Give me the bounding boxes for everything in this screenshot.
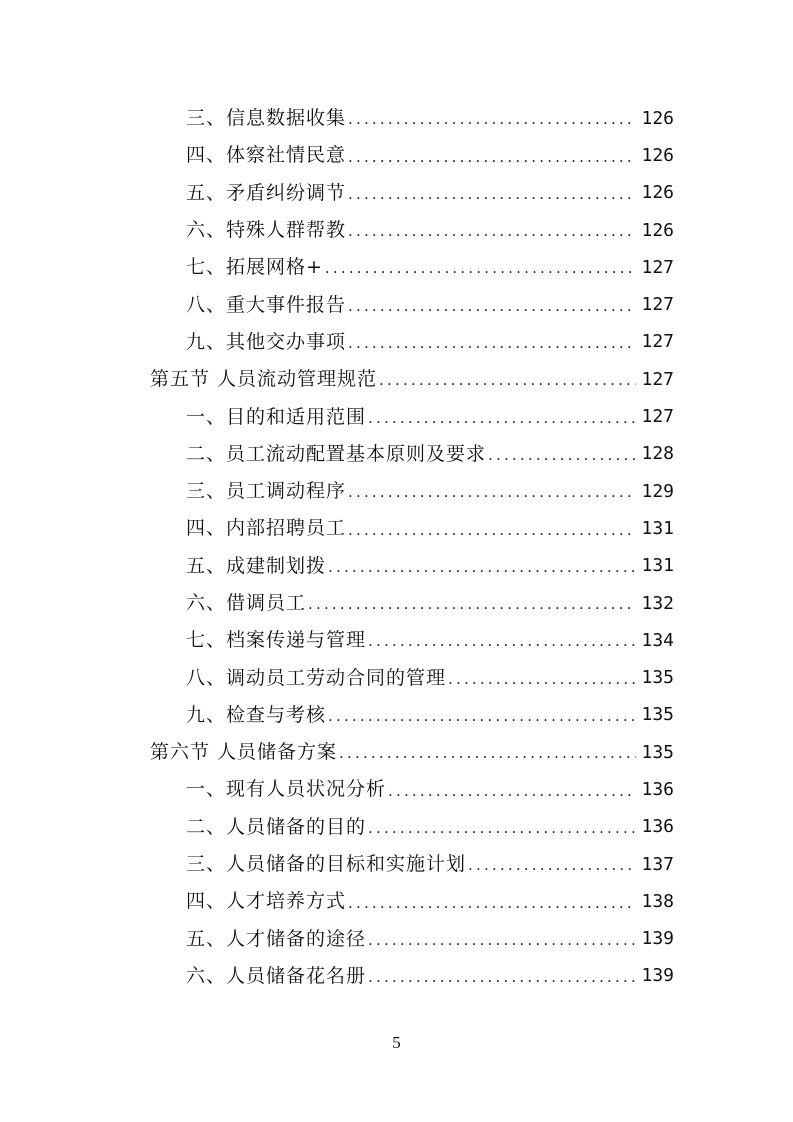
- toc-entry-page: 127: [641, 256, 674, 278]
- toc-entry[interactable]: [0, 137, 793, 174]
- toc-entry[interactable]: [0, 659, 793, 696]
- toc-entry-title: 三、员工调动程序: [186, 480, 347, 503]
- dot-leader: [488, 448, 636, 473]
- toc-section-entry[interactable]: [0, 734, 793, 771]
- toc-entry-title: 二、员工流动配置基本原则及要求: [186, 442, 487, 465]
- toc-entry-title: 八、重大事件报告: [186, 293, 347, 316]
- dot-leader: [348, 485, 636, 510]
- toc-entry-title: 五、矛盾纠纷调节: [186, 181, 347, 204]
- toc-entry[interactable]: [0, 286, 793, 323]
- toc-entry[interactable]: [0, 921, 793, 958]
- dot-leader: [388, 784, 636, 809]
- toc-entry[interactable]: [0, 249, 793, 286]
- dot-leader: [448, 672, 636, 697]
- toc-entry-page: 129: [641, 480, 674, 502]
- toc-entry-page: 127: [641, 331, 674, 353]
- toc-entry[interactable]: [0, 473, 793, 510]
- toc-entry-page: 134: [641, 629, 674, 651]
- page-number: 5: [392, 1033, 401, 1052]
- table-of-contents: [0, 100, 793, 995]
- toc-entry[interactable]: [0, 175, 793, 212]
- toc-entry-page: 135: [641, 741, 674, 763]
- dot-leader: [348, 224, 636, 249]
- dot-leader: [328, 560, 636, 585]
- toc-entry-page: 127: [641, 406, 674, 428]
- toc-entry-title: 二、人员储备的目的: [186, 815, 367, 838]
- toc-entry-page: 131: [641, 517, 674, 539]
- dot-leader: [328, 709, 636, 734]
- dot-leader: [468, 858, 636, 883]
- toc-entry-page: 128: [641, 443, 674, 465]
- dot-leader: [379, 373, 636, 398]
- toc-entry[interactable]: [0, 846, 793, 883]
- toc-entry[interactable]: [0, 212, 793, 249]
- toc-entry-page: 138: [641, 890, 674, 912]
- toc-entry-title: 三、信息数据收集: [186, 107, 347, 130]
- toc-entry-page: 132: [641, 592, 674, 614]
- toc-entry-page: 127: [641, 368, 674, 390]
- toc-entry[interactable]: [0, 398, 793, 435]
- toc-entry[interactable]: [0, 548, 793, 585]
- toc-entry-title: 第六节 人员储备方案: [150, 741, 338, 764]
- toc-entry-page: 126: [641, 144, 674, 166]
- toc-entry-page: 139: [641, 928, 674, 950]
- toc-entry-page: 137: [641, 853, 674, 875]
- dot-leader: [348, 150, 636, 175]
- toc-entry[interactable]: [0, 697, 793, 734]
- toc-entry-title: 六、借调员工: [186, 592, 307, 614]
- toc-entry-title: 四、内部招聘员工: [186, 517, 347, 540]
- toc-entry[interactable]: [0, 436, 793, 473]
- dot-leader: [368, 970, 636, 995]
- toc-entry-page: 126: [641, 182, 674, 204]
- toc-entry-title: 四、人才培养方式: [186, 890, 347, 913]
- toc-entry-title: 六、特殊人群帮教: [186, 219, 347, 242]
- toc-entry-page: 135: [641, 704, 674, 726]
- toc-entry[interactable]: [0, 100, 793, 137]
- toc-entry[interactable]: [0, 622, 793, 659]
- toc-entry-title: 四、体察社情民意: [186, 144, 347, 167]
- toc-entry[interactable]: [0, 958, 793, 995]
- toc-entry-page: 127: [641, 294, 674, 316]
- dot-leader: [325, 261, 636, 286]
- toc-entry-page: 139: [641, 965, 674, 987]
- toc-entry[interactable]: [0, 510, 793, 547]
- toc-entry-title: 五、人才储备的途径: [186, 927, 367, 950]
- dot-leader: [368, 411, 636, 436]
- dot-leader: [368, 933, 636, 958]
- dot-leader: [348, 896, 636, 921]
- dot-leader: [348, 112, 636, 137]
- toc-entry[interactable]: [0, 585, 793, 622]
- toc-entry-page: 136: [641, 816, 674, 838]
- toc-entry-title: 一、目的和适用范围: [186, 405, 367, 428]
- dot-leader: [348, 299, 636, 324]
- toc-entry-page: 136: [641, 778, 674, 800]
- dot-leader: [348, 523, 636, 548]
- toc-entry-title: 一、现有人员状况分析: [186, 778, 387, 801]
- toc-entry-title: 第五节 人员流动管理规范: [150, 368, 378, 391]
- dot-leader: [339, 746, 636, 771]
- toc-entry[interactable]: [0, 809, 793, 846]
- toc-entry[interactable]: [0, 324, 793, 361]
- toc-entry-page: 131: [641, 555, 674, 577]
- dot-leader: [368, 634, 636, 659]
- toc-entry-title: 六、人员储备花名册: [186, 964, 367, 987]
- dot-leader: [368, 821, 636, 846]
- toc-entry-title: 九、其他交办事项: [186, 330, 347, 353]
- dot-leader: [308, 597, 636, 622]
- toc-entry-title: 三、人员储备的目标和实施计划: [186, 853, 467, 876]
- toc-entry[interactable]: [0, 771, 793, 808]
- dot-leader: [348, 187, 636, 212]
- toc-entry-title: 七、档案传递与管理: [186, 629, 367, 652]
- toc-entry-title: 五、成建制划拨: [186, 554, 327, 577]
- toc-entry[interactable]: [0, 883, 793, 920]
- toc-entry-title: 八、调动员工劳动合同的管理: [186, 666, 447, 689]
- toc-entry-title: 七、拓展网格+: [186, 256, 323, 279]
- toc-entry-page: 126: [641, 107, 674, 129]
- toc-entry-title: 九、检查与考核: [186, 703, 327, 726]
- toc-entry-page: 135: [641, 667, 674, 689]
- toc-section-entry[interactable]: [0, 361, 793, 398]
- toc-entry-page: 126: [641, 219, 674, 241]
- dot-leader: [348, 336, 636, 361]
